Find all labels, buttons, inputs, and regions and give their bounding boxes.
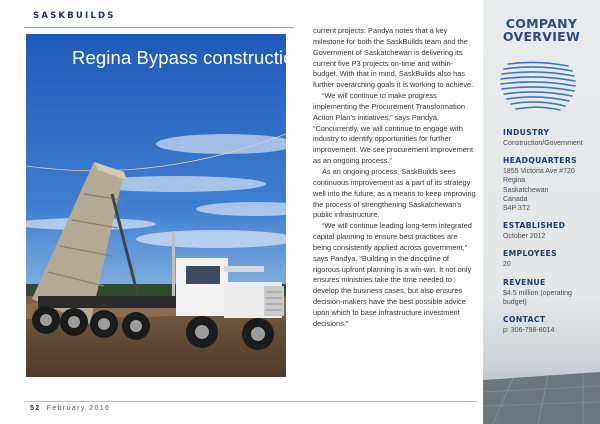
- footer-rule: [24, 401, 477, 402]
- fact-established: [503, 221, 599, 241]
- fact-label: CONTACT: [503, 315, 546, 325]
- fact-headquarters: [503, 156, 599, 213]
- saskbuilds-logo-icon: [498, 58, 578, 119]
- sidebar-floor-graphic: [483, 362, 600, 424]
- sidebar-title-line2: OVERVIEW: [502, 29, 581, 44]
- article-paragraph: current projects: Pandya notes that a key milestone for both the SaskBuilds team and the Government of Saskatchewan is delivering its current five P3 projects on-time and within-budget. With that in mind, SaskBuilds also has further overarching goals it is working to achieve.: [313, 26, 474, 90]
- article-paragraph: As an ongoing process, SaskBuilds sees continuous improvement as a part of its strategy well into the future, as a means to keep improving the process of strengthening Saskatchewan’s public infrastructure.: [313, 166, 476, 220]
- page-number: 52: [30, 405, 41, 412]
- sidebar-title: [483, 17, 600, 43]
- fact-value: 20: [503, 261, 511, 269]
- fact-value: budget): [503, 298, 527, 306]
- publication-brand: SASKBUILDS: [33, 11, 116, 21]
- fact-value: Construction/Government: [503, 140, 583, 147]
- issue-date: February 2016: [46, 405, 111, 412]
- fact-value: S4P 3T2: [503, 205, 531, 213]
- article-paragraph: “We will continue to make progress implementing the Procurement Transformation Action Plan’s initiatives,” says Pandya. “Concurrently, we will continue to engage with industry to identify opportunities for further improvement. We see procurement improvement as an ongoing process.”: [313, 91, 474, 166]
- company-facts: [503, 128, 599, 343]
- sidebar-title-line1: COMPANY: [505, 16, 578, 31]
- fact-value: p: 306-798-8014: [503, 327, 555, 335]
- fact-industry: [503, 128, 599, 148]
- fact-value: 1855 Victoria Ave #720: [503, 168, 575, 176]
- fact-value: Saskatchewan: [503, 186, 549, 194]
- photo-caption-title: Regina Bypass construction: [72, 47, 304, 68]
- fact-revenue: [503, 278, 599, 307]
- page-folio: [30, 405, 110, 412]
- fact-value: Regina: [503, 177, 526, 185]
- fact-value: $4.5 million (operating: [503, 289, 572, 297]
- fact-label: HEADQUARTERS: [503, 156, 577, 166]
- fact-label: ESTABLISHED: [503, 221, 566, 231]
- fact-value: October 2012: [503, 233, 546, 241]
- article-body: [313, 26, 476, 330]
- article-paragraph: “We will continue leading long-term integrated capital planning to ensure best practices are being consistently applied across government,” says Pandya. “Building in the discipline of rigorous upfront planning is a win-win. It not only ensures ministries take the time needed to develop the business cases, but also ensures decision-makers have the best possible advice upon which to base infrastructure investment decisions.”: [313, 221, 472, 328]
- fact-contact: [503, 315, 599, 335]
- dump-truck-photo: [26, 34, 286, 377]
- fact-label: EMPLOYEES: [503, 249, 558, 259]
- fact-label: INDUSTRY: [503, 128, 550, 137]
- fact-label: REVENUE: [503, 277, 546, 287]
- fact-employees: [503, 249, 599, 269]
- header-rule: [24, 27, 294, 28]
- company-overview-sidebar: [483, 0, 600, 424]
- fact-value: Canada: [503, 195, 528, 203]
